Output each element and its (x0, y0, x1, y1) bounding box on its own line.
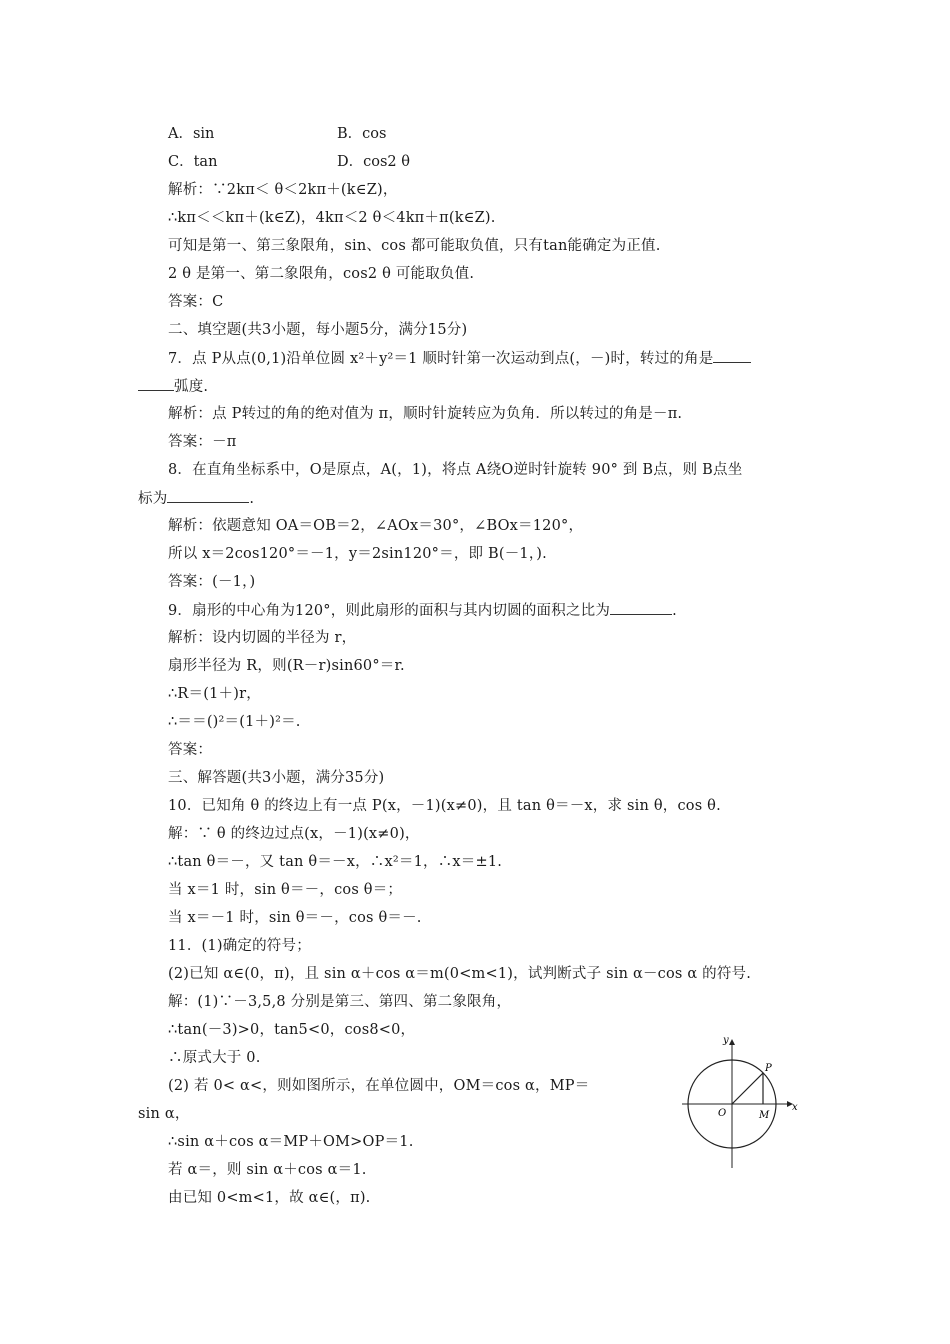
solution-line: 所以 x＝2cos120°＝－1，y＝2sin120°＝，即 B(－1，). (168, 546, 547, 562)
question-text: 弧度. (174, 379, 209, 395)
blank-end: . (672, 603, 677, 619)
question-text: 标为 (138, 491, 168, 507)
solution-line: ∴sin α＋cos α＝MP＋OM>OP＝1. (168, 1134, 414, 1150)
question-8: 8．在直角坐标系中，O是原点，A(，1)，将点 A绕O逆时针旋转 90° 到 B点，则 B点坐 (168, 462, 743, 478)
question-11-part2: (2)已知 α∈(0，π)，且 sin α＋cos α＝m(0<m<1)，试判断式子 sin α－cos α 的符号. (168, 966, 752, 982)
solution-line: (2) 若 0< α<，则如图所示，在单位圆中，OM＝cos α，MP＝ (168, 1078, 590, 1094)
solution-line: 若 α＝，则 sin α＋cos α＝1. (168, 1162, 367, 1178)
segment-op (732, 1073, 763, 1104)
answer-line: 答案：C (168, 294, 224, 310)
solution-line: 解析：点 P转过的角的绝对值为 π，顺时针旋转应为负角．所以转过的角是－π. (168, 406, 683, 422)
x-axis-label: x (792, 1102, 798, 1113)
question-7-cont (138, 376, 208, 397)
answer-blank (610, 600, 672, 615)
unit-circle-diagram (680, 1034, 805, 1170)
question-11: 11．(1)确定的符号； (168, 938, 311, 954)
solution-line: 扇形半径为 R，则(R－r)sin60°＝r. (168, 658, 405, 674)
solution-line: ∴tan θ＝－，又 tan θ＝－x，∴x²＝1，∴x＝±1. (168, 854, 503, 870)
solution-line: 解析：依题意知 OA＝OB＝2，∠AOx＝30°，∠BOx＝120°， (168, 518, 584, 534)
solution-line: ∴＝＝()²＝(1＋)²＝. (168, 714, 301, 730)
solution-line: 当 x＝－1 时，sin θ＝－，cos θ＝－. (168, 910, 422, 926)
unit-circle-figure (680, 1034, 805, 1170)
solution-line: 解：∵ θ 的终边过点(x，－1)(x≠0)， (168, 826, 420, 842)
option-c: C．tan (168, 154, 218, 170)
y-axis-label: y (723, 1035, 729, 1046)
solution-line: 可知是第一、第三象限角，sin、cos 都可能取负值，只有tan能确定为正值. (168, 238, 661, 254)
solution-line: ∴R＝(1＋)r， (168, 686, 261, 702)
solution-line: ∴tan(－3)>0，tan5<0，cos8<0， (168, 1022, 416, 1038)
question-9 (168, 600, 677, 621)
solution-line: ∴kπ＜＜kπ＋(k∈Z)，4kπ＜2 θ＜4kπ＋π(k∈Z). (168, 210, 496, 226)
origin-label: O (718, 1108, 727, 1119)
answer-line: 答案： (168, 742, 213, 758)
answer-blank (713, 348, 751, 363)
blank-end: . (249, 491, 255, 507)
option-a: A．sin (168, 126, 215, 142)
section-heading: 三、解答题(共3小题，满分35分) (168, 770, 385, 786)
solution-line: 2 θ 是第一、第二象限角，cos2 θ 可能取负值. (168, 266, 475, 282)
question-text: 9．扇形的中心角为120°，则此扇形的面积与其内切圆的面积之比为 (168, 603, 611, 619)
solution-line: 解析：∵2kπ＜ θ＜2kπ＋(k∈Z)， (168, 182, 398, 198)
question-8-cont (138, 488, 254, 509)
answer-blank (167, 488, 249, 503)
solution-line: 解：(1)∵－3,5,8 分别是第三、第四、第二象限角， (168, 994, 512, 1010)
option-b: B．cos (337, 126, 387, 142)
solution-line: 解析：设内切圆的半径为 r， (168, 630, 357, 646)
option-d: D．cos2 θ (337, 154, 410, 170)
section-heading: 二、填空题(共3小题，每小题5分，满分15分) (168, 322, 468, 338)
solution-line: 当 x＝1 时，sin θ＝－，cos θ＝； (168, 882, 403, 898)
answer-line: 答案：－π (168, 434, 237, 450)
question-7 (168, 348, 751, 369)
question-10: 10．已知角 θ 的终边上有一点 P(x，－1)(x≠0)，且 tan θ＝－x，求 sin θ，cos θ. (168, 798, 721, 814)
answer-line: 答案：(－1，) (168, 574, 256, 590)
solution-line: sin α， (138, 1106, 190, 1122)
point-p-label: P (765, 1063, 772, 1074)
answer-blank (138, 376, 174, 391)
question-text: 7．点 P从点(0,1)沿单位圆 x²＋y²＝1 顺时针第一次运动到点(，－)时，转过的角是 (168, 351, 714, 367)
solution-line: ∴原式大于 0. (168, 1050, 261, 1066)
point-m-label: M (759, 1110, 770, 1121)
solution-line: 由已知 0<m<1，故 α∈(，π). (168, 1190, 371, 1206)
